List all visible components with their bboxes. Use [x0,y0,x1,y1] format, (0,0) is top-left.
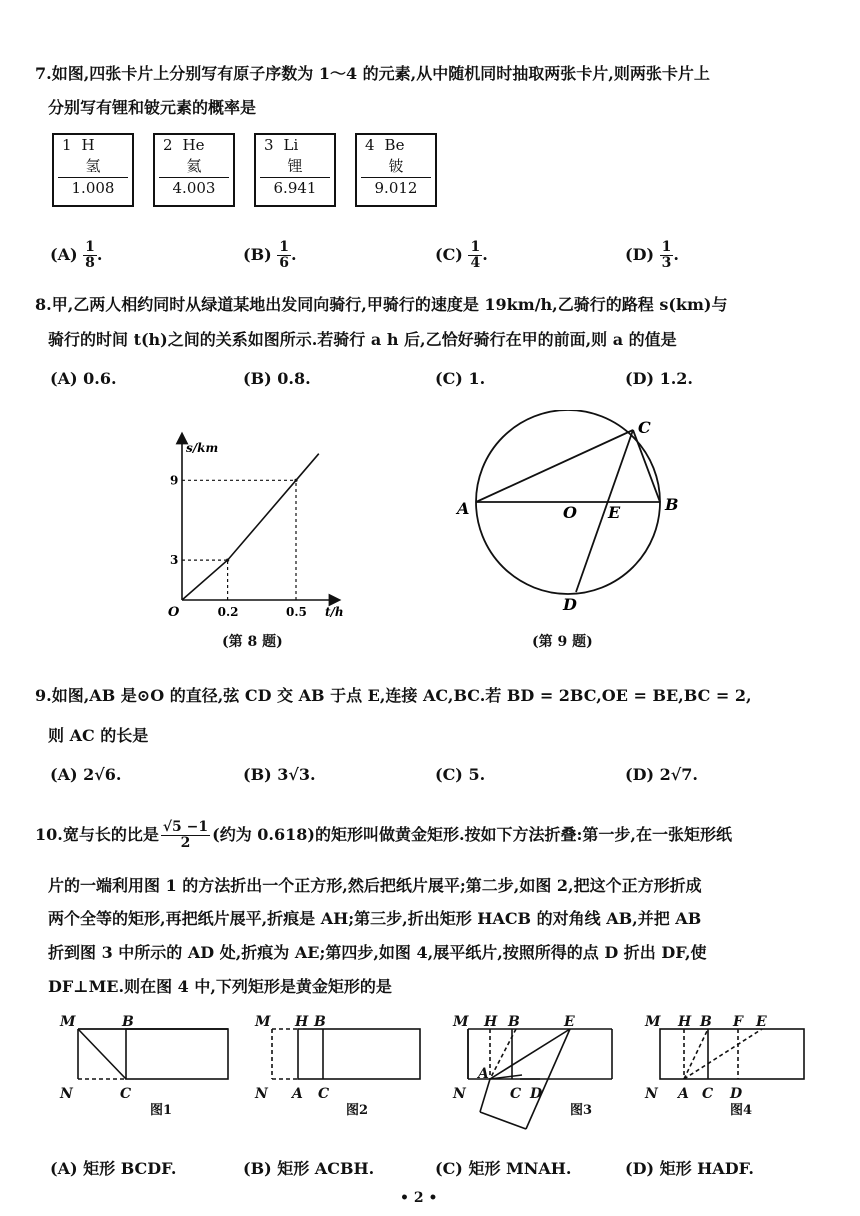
data-point [294,479,297,482]
card-mass: 6.941 [260,177,330,199]
origin-label: O [168,605,180,620]
chord-bc [633,430,660,502]
svg-text:M: M [255,1014,271,1030]
q9-line2: 则 AC 的长是 [48,726,149,745]
q10-line1: 10.宽与长的比是 $\frac{√5 -1}{2}$ (约为 0.618)的矩形叫做黄金矩形.按如下方法折叠:第一步,在一张矩形纸 [35,819,733,851]
q9-caption: (第 9 题) [532,634,593,650]
card-number: 1 H [62,136,95,154]
q8-line1: 8.甲,乙两人相约同时从绿道某地出发同向骑行,甲骑行的速度是 19km/h,乙骑行的路程 s(km)与 [35,295,728,314]
card-symbol: He [182,136,205,154]
point-o-label: O [563,503,577,522]
y-tick-label: 3 [170,553,179,568]
svg-text:M: M [453,1014,469,1030]
x-axis-label: t/h [325,605,344,619]
svg-text:C: C [702,1086,714,1102]
fig2-caption: 图2 [346,1103,369,1118]
card-number: 3 Li [264,136,299,154]
svg-text:A: A [292,1086,303,1102]
element-card [355,133,437,207]
svg-text:A: A [478,1066,489,1082]
q9-option-c: (C) 5. [435,765,486,784]
svg-text:C: C [120,1086,132,1102]
point-e-label: E [608,503,621,522]
fig2 [272,1029,420,1079]
card-name: 氦 [186,157,202,175]
q7-option-d: (D) $\frac{1}{3}$ . [625,239,679,271]
x-tick-label: 0.2 [217,605,239,619]
series-line [182,454,319,600]
element-card [52,133,134,207]
svg-text:H: H [678,1014,692,1030]
q8-option-c: (C) 1. [435,369,486,388]
q9-option-b: (B) 3√3. [243,765,316,784]
q7-option-b: (B) $\frac{1}{6}$ . [243,239,297,271]
fig3-caption: 图3 [570,1103,593,1118]
svg-text:E: E [564,1014,575,1030]
svg-text:C: C [510,1086,522,1102]
q8-line2: 骑行的时间 t(h)之间的关系如图所示.若骑行 a h 后,乙恰好骑行在甲的前面,则 a 的值是 [48,330,677,349]
q10-option-a: (A) 矩形 BCDF. [50,1159,177,1178]
card-number: 2 He [163,136,205,154]
q7-line1: 7.如图,四张卡片上分别写有原子序数为 1～4 的元素,从中随机同时抽取两张卡片,则两张卡片上 [35,64,710,83]
svg-text:E: E [756,1014,767,1030]
q7-option-a: (A) $\frac{1}{8}$ . [50,239,103,271]
q10-fold-figures [50,1012,820,1132]
q8-caption: (第 8 题) [222,634,283,650]
svg-text:N: N [645,1086,658,1102]
element-card [153,133,235,207]
page-number: • 2 • [400,1190,438,1206]
element-card [254,133,336,207]
point-b-label: B [665,495,679,514]
card-name: 氢 [85,157,101,175]
card-mass: 4.003 [159,177,229,199]
q10-line2: 片的一端利用图 1 的方法折出一个正方形,然后把纸片展平;第二步,如图 2,把这个正方形折成 [48,876,702,895]
q10-line5: DF⊥ME.则在图 4 中,下列矩形是黄金矩形的是 [48,977,392,996]
card-mass: 9.012 [361,177,431,199]
q10-line4: 折到图 3 中所示的 AD 处,折痕为 AE;第四步,如图 4,展平纸片,按照所得的点 D 折出 DF,使 [48,943,707,962]
point-d-label: D [563,595,577,614]
q9-figure [455,410,695,620]
card-mass: 1.008 [58,177,128,199]
card-symbol: Li [283,136,299,154]
svg-text:B: B [314,1014,326,1030]
svg-text:N: N [255,1086,268,1102]
q10-option-c: (C) 矩形 MNAH. [435,1159,572,1178]
card-symbol: Be [384,136,405,154]
svg-text:D: D [530,1086,543,1102]
svg-text:B: B [508,1014,520,1030]
card-number: 4 Be [365,136,405,154]
card-name: 锂 [287,157,303,175]
chord-cd [576,430,633,592]
svg-text:D: D [730,1086,743,1102]
svg-text:N: N [453,1086,466,1102]
point-c-label: C [638,418,651,437]
q10-option-b: (B) 矩形 ACBH. [243,1159,375,1178]
q10-line3: 两个全等的矩形,再把纸片展平,折痕是 AH;第三步,折出矩形 HACB 的对角线 AB,并把 AB [48,909,702,928]
svg-text:F: F [733,1014,743,1030]
card-symbol: H [81,136,95,154]
data-point [226,559,229,562]
q7-option-c: (C) $\frac{1}{4}$ . [435,239,488,271]
y-axis-label: s/km [186,441,219,455]
q8-option-b: (B) 0.8. [243,369,311,388]
q8-option-d: (D) 1.2. [625,369,693,388]
svg-text:H: H [295,1014,309,1030]
svg-text:A: A [678,1086,689,1102]
y-tick-label: 9 [170,473,179,488]
svg-text:H: H [484,1014,498,1030]
q9-option-a: (A) 2√6. [50,765,122,784]
point-a-label: A [457,499,470,518]
fig4-caption: 图4 [730,1103,753,1118]
svg-text:B: B [700,1014,712,1030]
fig1-caption: 图1 [150,1103,173,1118]
svg-text:N: N [60,1086,73,1102]
q7-line2: 分别写有锂和铍元素的概率是 [48,98,257,117]
svg-text:M: M [60,1014,76,1030]
q8-option-a: (A) 0.6. [50,369,117,388]
fig1 [78,1029,228,1079]
svg-text:B: B [122,1014,134,1030]
svg-text:C: C [318,1086,330,1102]
q9-option-d: (D) 2√7. [625,765,698,784]
q10-option-d: (D) 矩形 HADF. [625,1159,754,1178]
q9-line1: 9.如图,AB 是⊙O 的直径,弦 CD 交 AB 于点 E,连接 AC,BC.若 BD = 2BC,OE = BE,BC = 2, [35,686,752,705]
card-name: 铍 [388,157,404,175]
fig4 [660,1029,804,1079]
svg-text:M: M [645,1014,661,1030]
q8-chart [160,430,360,620]
x-tick-label: 0.5 [286,605,307,619]
